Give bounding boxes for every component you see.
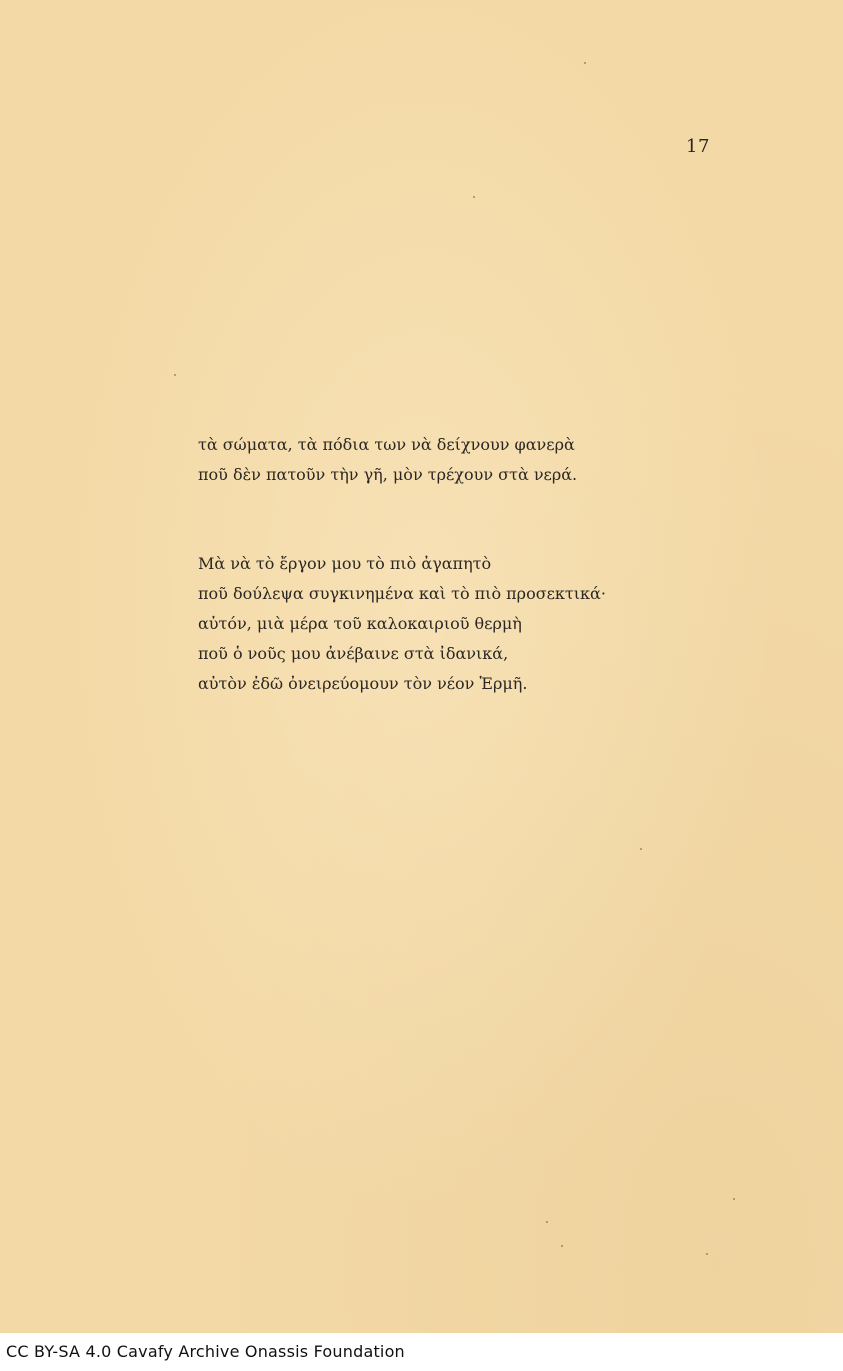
poem-stanza-2 <box>198 549 606 699</box>
paper-speck <box>733 1198 735 1200</box>
footer-bar <box>0 1333 843 1371</box>
poem-stanza-1 <box>198 430 577 490</box>
poem-line: ποῦ ὁ νοῦς μου ἀνέβαινε στὰ ἰδανικά, <box>198 644 509 663</box>
paper-speck <box>640 848 642 850</box>
poem-line: τὰ σώματα, τὰ πόδια των νὰ δείχνουν φανερὰ <box>198 435 575 454</box>
page-number: 17 <box>686 136 710 157</box>
paper-speck <box>584 62 586 64</box>
paper-speck <box>473 196 475 198</box>
paper-speck <box>706 1253 708 1255</box>
paper-speck <box>546 1221 548 1223</box>
paper-speck <box>174 374 176 376</box>
poem-line: αὐτὸν ἐδῶ ὀνειρεύομουν τὸν νέον Ἑρμῆ. <box>198 674 528 693</box>
poem-line: Μὰ νὰ τὸ ἔργον μου τὸ πιὸ ἀγαπητὸ <box>198 554 492 573</box>
poem-line: ποῦ δούλεψα συγκινημένα καὶ τὸ πιὸ προσεκτικά· <box>198 584 606 603</box>
poem-line: αὐτόν, μιὰ μέρα τοῦ καλοκαιριοῦ θερμὴ <box>198 614 522 633</box>
poem-line: ποῦ δὲν πατοῦν τὴν γῆ, μὸν τρέχουν στὰ νερά. <box>198 465 578 484</box>
license-credit: CC BY-SA 4.0 Cavafy Archive Onassis Foundation <box>6 1342 405 1361</box>
paper-speck <box>561 1245 563 1247</box>
